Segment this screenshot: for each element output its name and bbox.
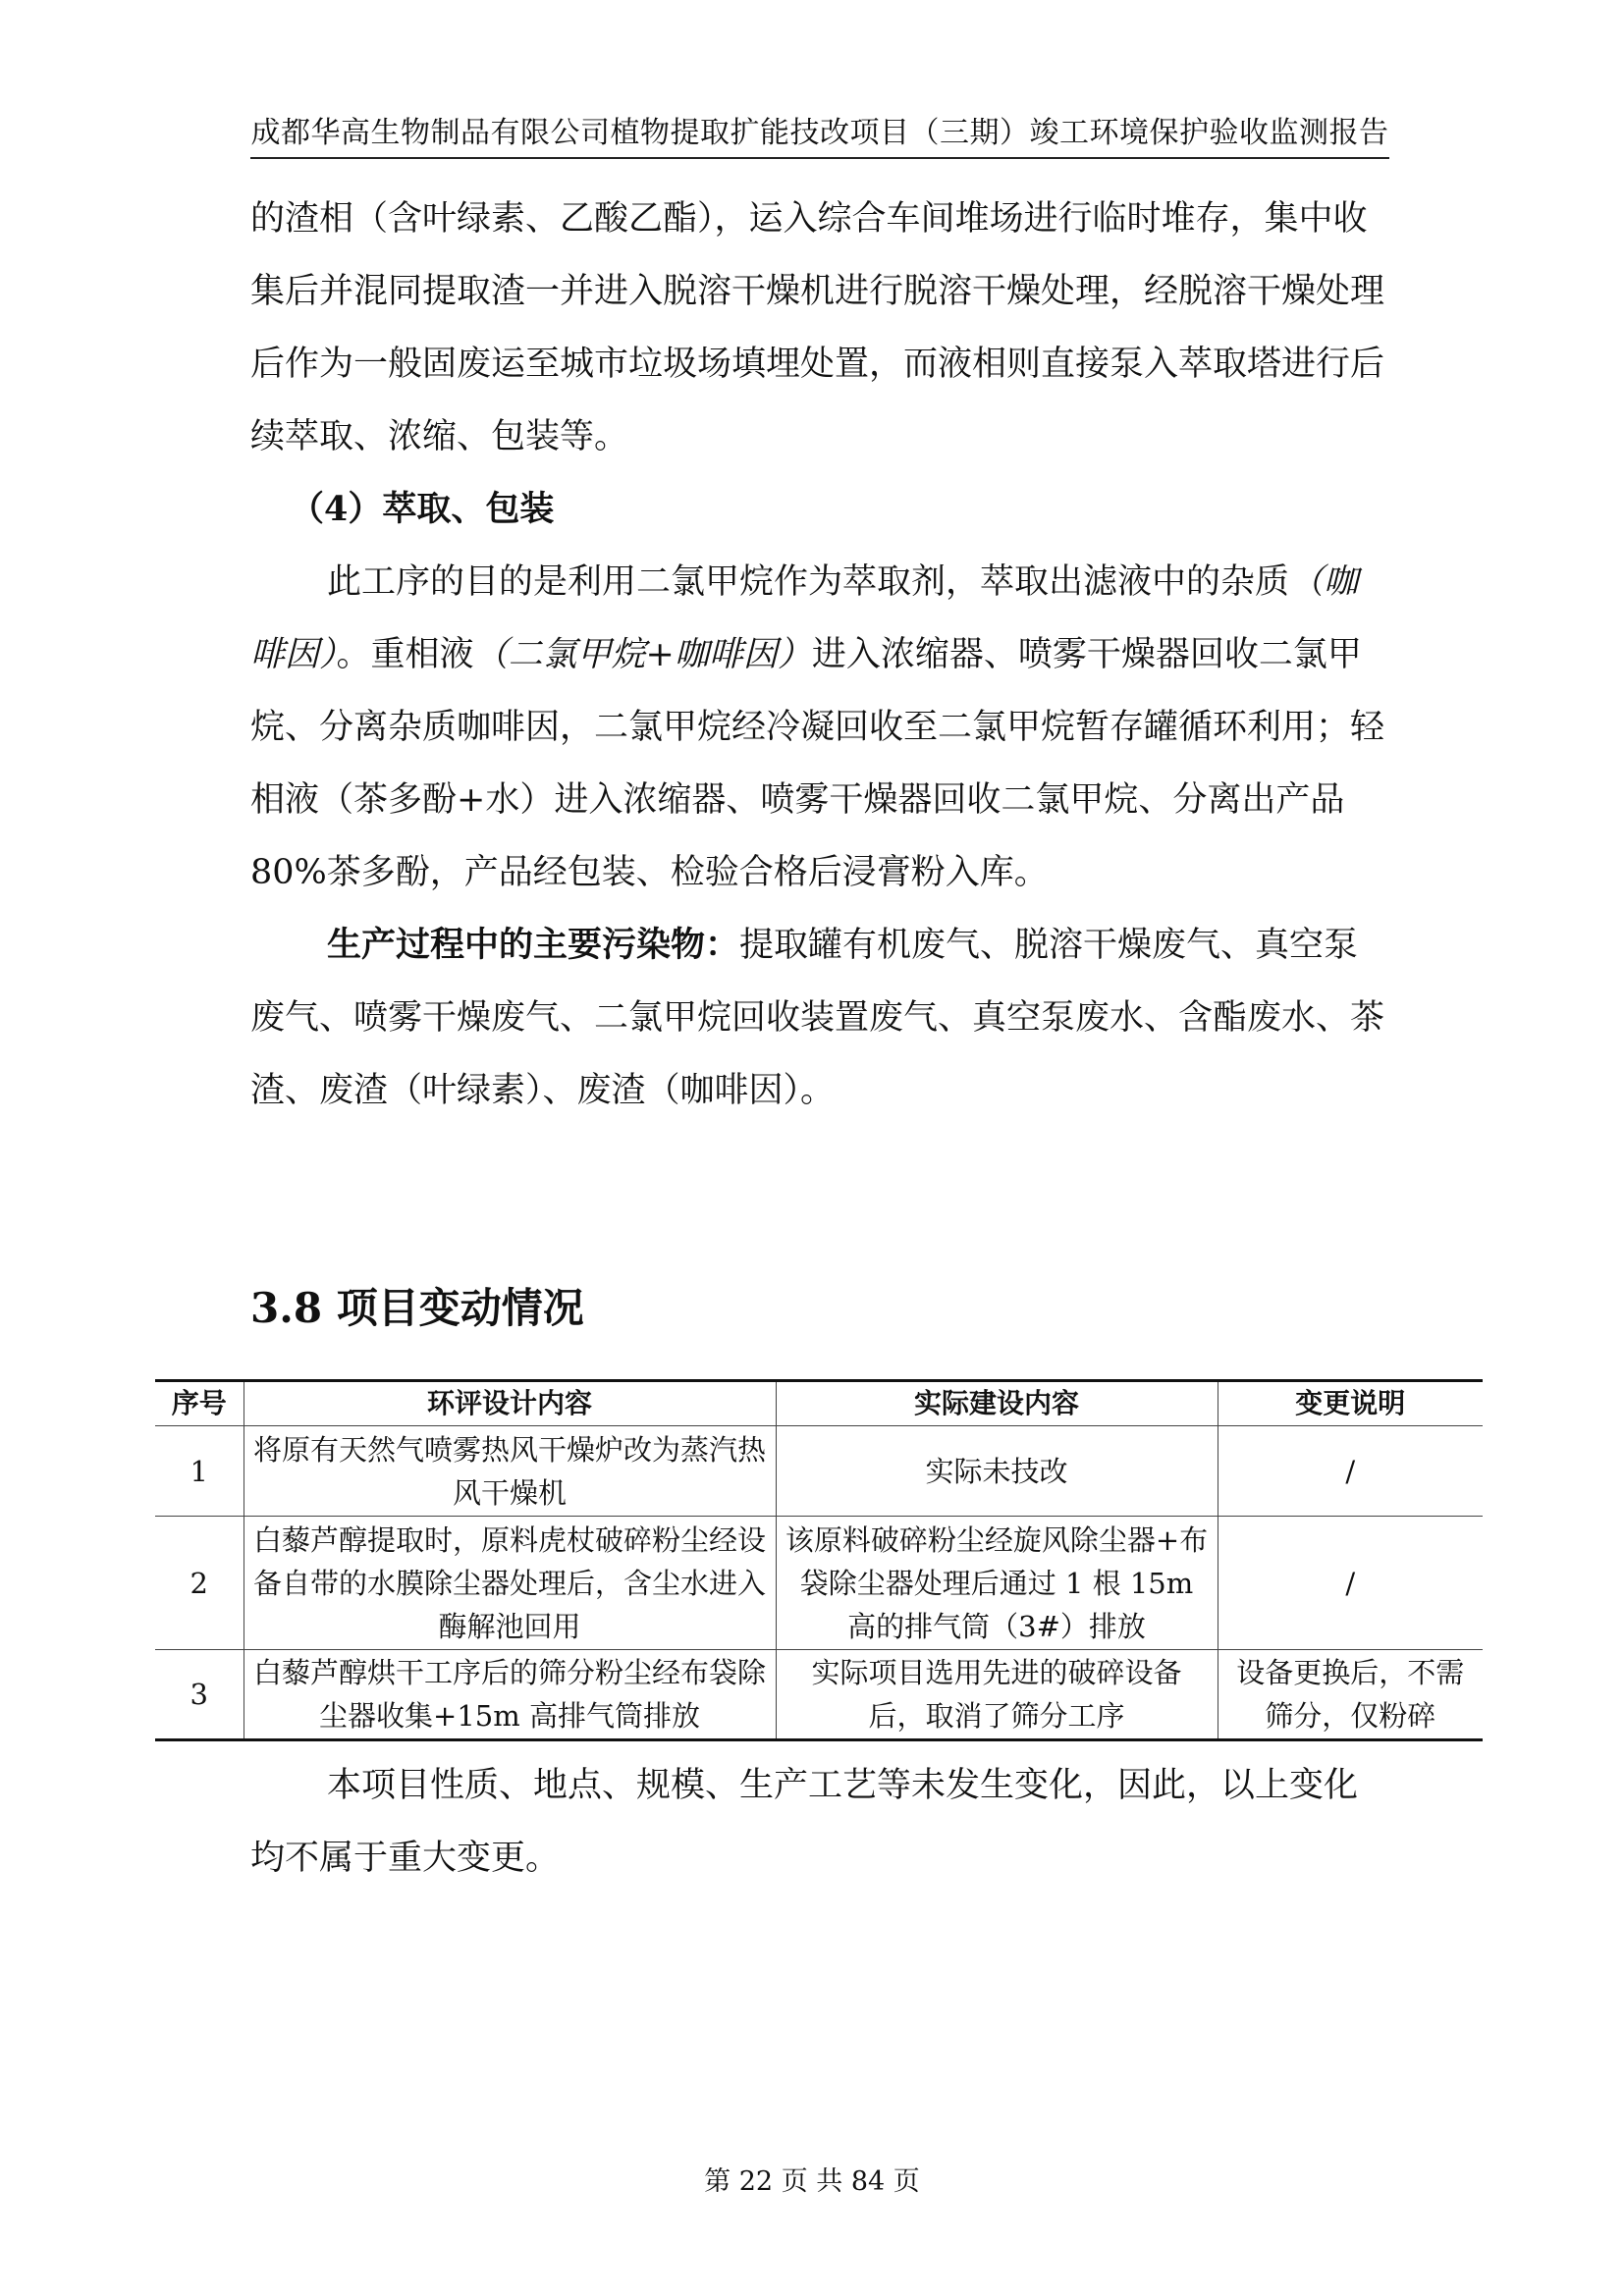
- extraction-text-c: 进入浓缩器、喷雾干燥器回收二氯甲烷、分离杂质咖啡因，二氯甲烷经冷凝回收至二氯甲烷暂存罐循环利用；轻相液（茶多酚+水）进入浓缩器、喷雾干燥器回收二氯甲烷、分离出产品 80%茶多酚，产品经包装、检验合格后浸膏粉入库。: [250, 635, 1385, 892]
- table-cell: 将原有天然气喷雾热风干燥炉改为蒸汽热风干燥机: [244, 1426, 776, 1517]
- report-title: 成都华高生物制品有限公司植物提取扩能技改项目（三期）竣工环境保护验收监测报告: [250, 116, 1389, 150]
- body-block-1: [250, 183, 1389, 1127]
- table-cell: 1: [155, 1426, 244, 1517]
- table-cell: 2: [155, 1517, 244, 1650]
- pollutants-text: 提取罐有机废气、脱溶干燥废气、真空泵废气、喷雾干燥废气、二氯甲烷回收装置废气、真空泵废水、含酯废水、茶渣、废渣（叶绿素）、废渣（咖啡因）。: [250, 926, 1385, 1110]
- table-cell: 实际未技改: [776, 1426, 1218, 1517]
- table-row: [155, 1517, 1483, 1650]
- subheading-extraction: （4）萃取、包装: [290, 489, 555, 529]
- header-design: 环评设计内容: [244, 1381, 776, 1426]
- table-cell: 白藜芦醇提取时，原料虎杖破碎粉尘经设备自带的水膜除尘器处理后，含尘水进入酶解池回用: [244, 1517, 776, 1650]
- extraction-text-a: 此工序的目的是利用二氯甲烷作为萃取剂，萃取出滤液中的杂质: [327, 562, 1290, 602]
- table-cell: 设备更换后，不需筛分，仅粉碎: [1218, 1650, 1483, 1740]
- extraction-text-heavy-phase: （二氯甲烷+咖啡因）: [473, 635, 812, 674]
- table-cell: 3: [155, 1650, 244, 1740]
- table-cell: /: [1218, 1426, 1483, 1517]
- paragraph-pollutants: [250, 909, 1389, 1127]
- paragraph-extraction: [250, 546, 1389, 909]
- page-number: 第 22 页 共 84 页: [704, 2166, 920, 2197]
- section-title: 3.8 项目变动情况: [250, 1284, 584, 1332]
- header-index: 序号: [155, 1381, 244, 1426]
- paragraph-conclusion: 本项目性质、地点、规模、生产工艺等未发生变化，因此，以上变化均不属于重大变更。: [250, 1766, 1359, 1878]
- paragraph-residue: 的渣相（含叶绿素、乙酸乙酯），运入综合车间堆场进行临时堆存，集中收集后并混同提取渣一并进入脱溶干燥机进行脱溶干燥处理，经脱溶干燥处理后作为一般固废运至城市垃圾场填埋处置，而液相则直接泵入萃取塔进行后续萃取、浓缩、包装等。: [250, 199, 1385, 456]
- table-row: [155, 1650, 1483, 1740]
- pollutants-label: 生产过程中的主要污染物：: [327, 925, 740, 965]
- extraction-text-b: 。重相液: [336, 635, 474, 674]
- table-cell: 该原料破碎粉尘经旋风除尘器+布袋除尘器处理后通过 1 根 15m 高的排气筒（3#）排放: [776, 1517, 1218, 1650]
- changes-table: [155, 1379, 1483, 1741]
- extraction-text-caffeine: （咖啡因）: [250, 562, 1359, 674]
- header-change: 变更说明: [1218, 1381, 1483, 1426]
- table-cell: 实际项目选用先进的破碎设备后，取消了筛分工序: [776, 1650, 1218, 1740]
- body-block-2: [250, 1749, 1389, 1895]
- header-actual: 实际建设内容: [776, 1381, 1218, 1426]
- table-cell: /: [1218, 1517, 1483, 1650]
- table-row: [155, 1426, 1483, 1517]
- page-footer: [0, 2160, 1624, 2198]
- table-cell: 白藜芦醇烘干工序后的筛分粉尘经布袋除尘器收集+15m 高排气筒排放: [244, 1650, 776, 1740]
- table-header-row: [155, 1381, 1483, 1426]
- page-header: [250, 110, 1389, 159]
